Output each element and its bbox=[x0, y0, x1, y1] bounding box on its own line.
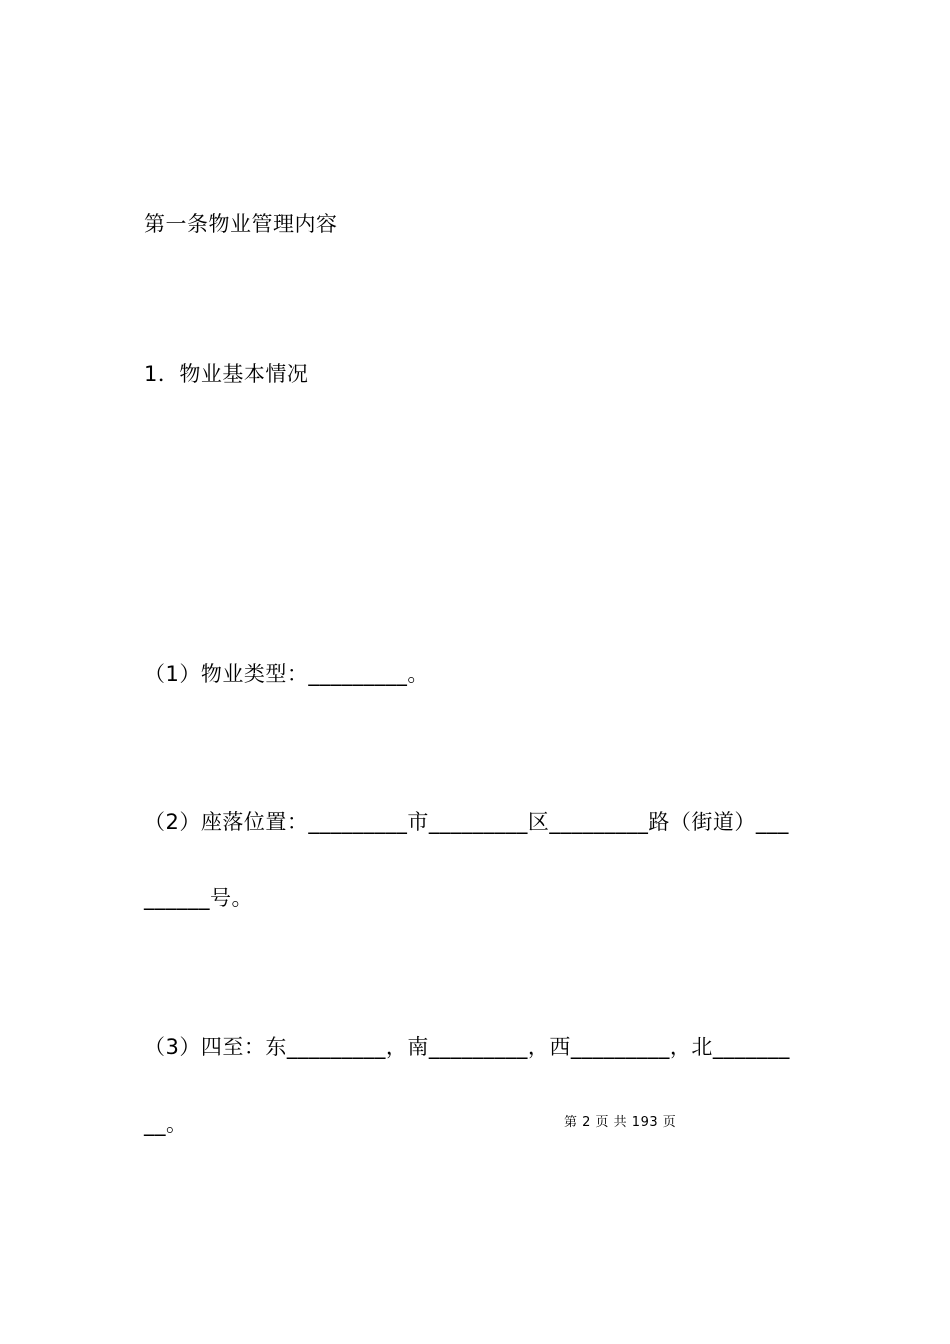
location-field-line1: （2）座落位置：_________市_________区_________路（街道）___ bbox=[144, 810, 789, 834]
property-type-field: （1）物业类型：_________。 bbox=[144, 662, 429, 686]
boundaries-field-line2: __。 bbox=[144, 1112, 188, 1136]
page-number: 第 2 页 共 193 页 bbox=[564, 1115, 677, 1130]
location-field-line2: ______号。 bbox=[144, 886, 253, 910]
boundaries-field-line1: （3）四至：东_________，南_________，西_________，北_______ bbox=[144, 1035, 790, 1059]
article-heading: 第一条物业管理内容 bbox=[144, 212, 338, 236]
section-title: 1．物业基本情况 bbox=[144, 362, 309, 386]
